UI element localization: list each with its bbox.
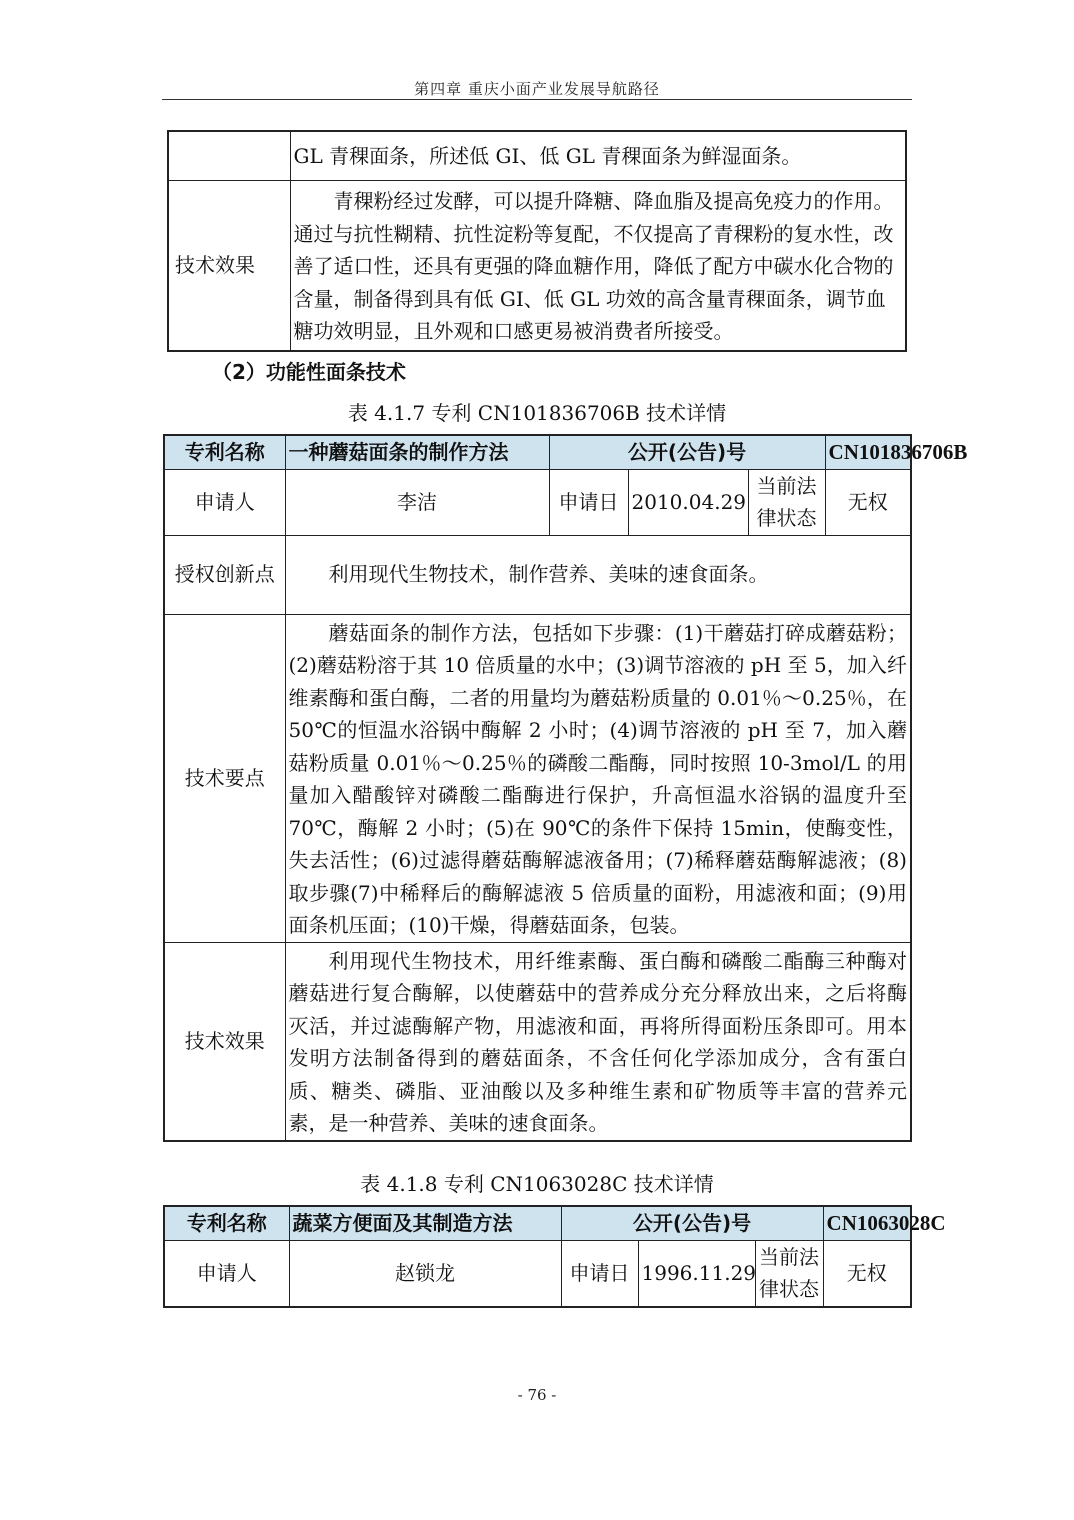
innovation-label: 授权创新点 — [164, 535, 285, 614]
effect-text: 青稞粉经过发酵，可以提升降糖、降血脂及提高免疫力的作用。通过与抗性糊精、抗性淀粉等复配，不仅提高了青稞粉的复水性，改善了适口性，还具有更强的降血糖作用，降低了配方中碳水化合物的含量，制备得到具有低 GI、低 GL 功效的高含量青稞面条，调节血糖功效明显，且外观和口感更易被消费者所接受。 — [290, 181, 906, 351]
key-points-text: 蘑菇面条的制作方法，包括如下步骤：(1)干蘑菇打碎成蘑菇粉；(2)蘑菇粉溶于其 10 倍质量的水中；(3)调节溶液的 pH 至 5，加入纤维素酶和蛋白酶，二者的用量均为蘑菇粉质量的 0.01％～0.25％，在 50℃的恒温水浴锅中酶解 2 小时；(4)调节溶液的 pH 至 7，加入蘑菇粉质量 0.01％～0.25％的磷酸二酯酶，同时按照 10-3mol/L 的用量加入醋酸锌对磷酸二酯酶进行保护，升高恒温水浴锅的温度升至 70℃，酶解 2 小时；(5)在 90℃的条件下保持 15min，使酶变性，失去活性；(6)过滤得蘑菇酶解滤液备用；(7)稀释蘑菇酶解滤液；(8)取步骤(7)中稀释后的酶解滤液 5 倍质量的面粉，用滤液和面；(9)用面条机压面；(10)干燥，得蘑菇面条，包装。 — [285, 614, 911, 942]
date-label: 申请日 — [561, 1240, 638, 1307]
table2-header-row — [164, 1206, 911, 1240]
patent-name-value: 一种蘑菇面条的制作方法 — [285, 435, 549, 469]
table1-key-points-row — [164, 614, 911, 942]
header-divider — [162, 99, 912, 100]
patent-name-label: 专利名称 — [164, 435, 285, 469]
continued-table — [167, 130, 907, 352]
patent-name-label: 专利名称 — [164, 1206, 289, 1240]
continued-row-2 — [168, 181, 906, 351]
date-value: 2010.04.29 — [628, 469, 748, 535]
pub-number-value: CN1063028C — [823, 1206, 911, 1240]
table2-caption: 表 4.1.8 专利 CN1063028C 技术详情 — [360, 1172, 714, 1196]
legal-status-label: 当前法律状态 — [755, 1240, 823, 1307]
continued-row-1 — [168, 131, 906, 181]
legal-status-label: 当前法律状态 — [748, 469, 825, 535]
patent-table-1 — [163, 434, 968, 1142]
pub-number-value: CN101836706B — [825, 435, 911, 469]
continued-row-1-text: GL 青稞面条，所述低 GI、低 GL 青稞面条为鲜湿面条。 — [290, 131, 906, 181]
effect-label: 技术效果 — [168, 181, 290, 351]
table1-header-row — [164, 435, 911, 469]
pub-number-label: 公开(公告)号 — [561, 1206, 823, 1240]
continued-row-1-label — [168, 131, 290, 181]
effect-label: 技术效果 — [164, 942, 285, 1141]
effect-text: 利用现代生物技术，用纤维素酶、蛋白酶和磷酸二酯酶三种酶对蘑菇进行复合酶解，以使蘑菇中的营养成分充分释放出来，之后将酶灭活，并过滤酶解产物，用滤液和面，再将所得面粉压条即可。用本发明方法制备得到的蘑菇面条，不含任何化学添加成分，含有蛋白质、糖类、磷脂、亚油酸以及多种维生素和矿物质等丰富的营养元素，是一种营养、美味的速食面条。 — [285, 942, 911, 1141]
page-header-title: 第四章 重庆小面产业发展导航路径 — [414, 80, 660, 98]
section-heading: （2）功能性面条技术 — [212, 360, 406, 384]
table1-caption: 表 4.1.7 专利 CN101836706B 技术详情 — [347, 401, 727, 425]
patent-name-value: 蔬菜方便面及其制造方法 — [289, 1206, 561, 1240]
legal-status-value: 无权 — [823, 1240, 911, 1307]
applicant-label: 申请人 — [164, 1240, 289, 1307]
date-value: 1996.11.29 — [638, 1240, 755, 1307]
page-number: - 76 - — [517, 1386, 557, 1404]
table2-applicant-row — [164, 1240, 911, 1307]
date-label: 申请日 — [549, 469, 628, 535]
table1-effect-row — [164, 942, 911, 1141]
applicant-value: 赵锁龙 — [289, 1240, 561, 1307]
pub-number-label: 公开(公告)号 — [549, 435, 825, 469]
table1-innovation-row — [164, 535, 911, 614]
innovation-text: 利用现代生物技术，制作营养、美味的速食面条。 — [285, 535, 911, 614]
patent-table-2 — [163, 1205, 946, 1308]
table1-applicant-row — [164, 469, 911, 535]
applicant-value: 李洁 — [285, 469, 549, 535]
key-points-label: 技术要点 — [164, 614, 285, 942]
legal-status-value: 无权 — [825, 469, 911, 535]
applicant-label: 申请人 — [164, 469, 285, 535]
